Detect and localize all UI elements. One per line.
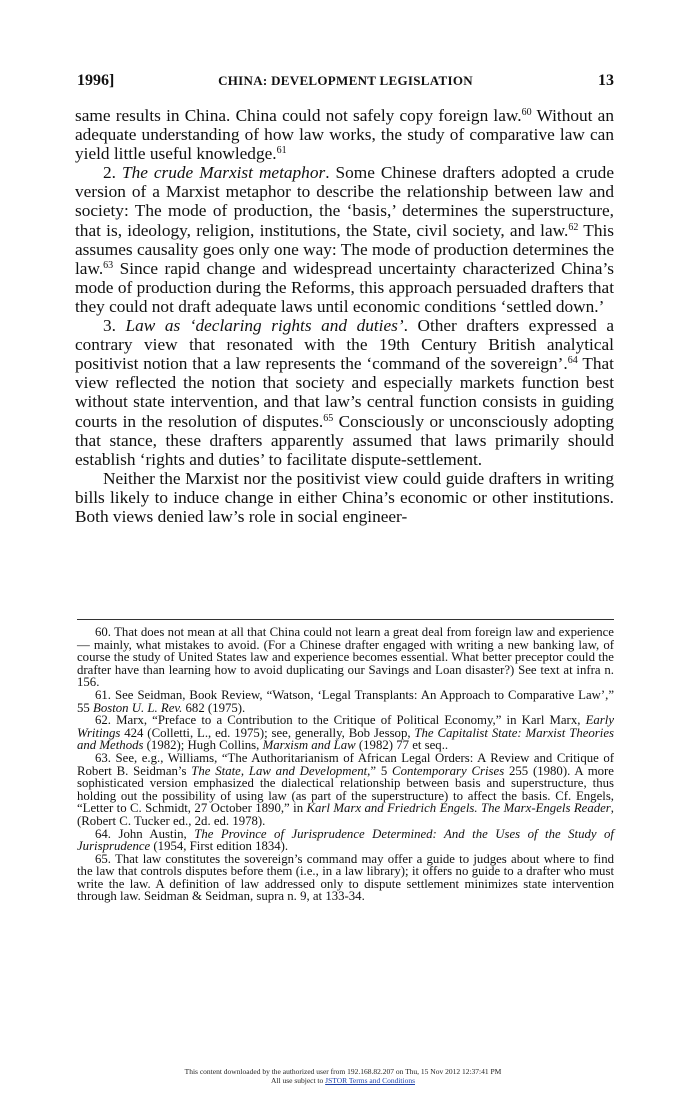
- text-run: 682 (1975).: [182, 700, 246, 715]
- footnote-separator: [77, 619, 614, 620]
- footnote-ref: 64: [567, 355, 578, 367]
- footnote-ref: 63: [103, 259, 114, 271]
- italic-text: Law as ‘declaring rights and duties’: [125, 316, 404, 336]
- italic-text: Marxism and Law: [262, 738, 356, 753]
- italic-text: Karl Marx and Friedrich Engels. The Marx-Engels Reader: [306, 801, 611, 816]
- text-run: (1982) 77 et seq..: [355, 738, 449, 753]
- running-header: [77, 72, 614, 92]
- footnote: [77, 689, 614, 714]
- body-paragraph: [75, 106, 614, 163]
- body-paragraph: [75, 316, 614, 469]
- italic-text: The Capitalist State: Marxist Theories and Methods: [77, 725, 614, 753]
- download-notice-line: This content downloaded by the authorized user from 192.168.82.207 on Thu, 15 Nov 2012 12:37:41 PM: [184, 1067, 502, 1076]
- italic-text: Contemporary Crises: [392, 763, 505, 778]
- italic-text: The Province of Jurisprudence Determined: And the Uses of the Study of Jurisprudence: [77, 826, 614, 854]
- header-year: 1996]: [77, 72, 115, 89]
- footnote: [77, 626, 614, 689]
- footnote-ref: 62: [568, 221, 579, 233]
- text-run: 65. That law constitutes the sovereign’s command may offer a guide to judges about where to find the law that controls disputes before them (i.e., in a law library); it offers no guide to a drafter who must write the law. A definition of law addressed only to dispute settlement minimizes state intervention through law. Seidman & Seidman, supra n. 9, at 133-34.: [77, 851, 614, 904]
- text-run: That view reflected the notion that society and especially markets function best without state intervention, and that law’s central function consists in guiding courts in the resolution of disputes.: [75, 354, 614, 431]
- text-run: Since rapid change and widespread uncertainty characterized China’s mode of production during the Reforms, this approach persuaded drafters that they could not draft adequate laws until economic conditions ‘settled down.’: [75, 258, 614, 316]
- footnotes: [77, 626, 614, 903]
- footnote-ref: 61: [276, 145, 287, 157]
- text-run: 3.: [103, 316, 126, 336]
- text-run: This assumes causality goes only one way: The mode of production determines the law.: [75, 220, 614, 278]
- text-run: . Some Chinese drafters adopted a crude version of a Marxist metaphor to describe the relationship between law and society: The mode of production, the ‘basis,’ determines the superstructure, that is, ideology, religion, institutions, the State, civil society, and law.: [75, 163, 614, 240]
- text-run: (1954, First edition 1834).: [150, 839, 289, 854]
- text-run: 60. That does not mean at all that China could not learn a great deal from foreign law and experience — mainly, what mistakes to avoid. (For a Chinese drafter engaged with writing a new banking law, of course the study of United States law and experience becomes essential. What better preceptor could the drafter have than learning how to avoid duplicating our Savings and Loan disaster?) See text at infra n. 156.: [77, 625, 614, 690]
- jstor-terms-link[interactable]: JSTOR Terms and Conditions: [325, 1076, 415, 1085]
- footnote: [77, 714, 614, 752]
- text-run: Without an adequate understanding of how law works, the study of comparative law can yield little useful knowledge.: [75, 106, 614, 164]
- italic-text: The crude Marxist metaphor: [121, 163, 326, 183]
- text-run: . Other drafters expressed a contrary view that resonated with the 19th Century British analytical positivist notion that a law represents the ‘command of the sovereign’.: [75, 316, 615, 374]
- body-text: [75, 106, 614, 526]
- italic-text: Early Writings: [77, 713, 614, 740]
- text-run: 64. John Austin,: [95, 826, 195, 841]
- terms-line: [0, 1076, 686, 1085]
- italic-text: Boston U. L. Rev.: [93, 700, 183, 715]
- text-run: same results in China. China could not safely copy foreign law.: [75, 106, 522, 125]
- footnote: [77, 828, 614, 853]
- text-run: 63. See, e.g., Williams, “The Authoritarianism of African Legal Orders: A Review and Critique of Robert B. Seidman’s: [77, 750, 614, 778]
- footnote: [77, 853, 614, 903]
- italic-text: The State, Law and Development: [191, 763, 368, 778]
- text-run: Neither the Marxist nor the positivist view could guide drafters in writing bills likely to induce change in either China’s economic or other institutions. Both views denied law’s role in social engineer-: [75, 468, 614, 526]
- terms-prefix: All use subject to: [270, 1076, 326, 1085]
- page-number: 13: [598, 72, 614, 89]
- header-title: CHINA: DEVELOPMENT LEGISLATION: [218, 73, 473, 88]
- download-notice: [0, 1067, 686, 1085]
- body-paragraph: [75, 163, 614, 316]
- text-run: Consciously or unconsciously adopting that stance, these drafters apparently assumed that laws primarily should establish ‘rights and duties’ to facilitate dispute-settlement.: [75, 411, 615, 469]
- text-run: 61. See Seidman, Book Review, “Watson, ‘Legal Transplants: An Approach to Comparative Law’,” 55: [77, 687, 614, 715]
- text-run: (1982); Hugh Collins,: [143, 738, 263, 753]
- text-run: ,” 5: [367, 763, 393, 778]
- text-run: 424 (Colletti, L., ed. 1975); see, generally, Bob Jessop,: [120, 725, 415, 740]
- body-paragraph: [75, 469, 614, 526]
- text-run: 2.: [103, 163, 122, 183]
- footnote: [77, 752, 614, 828]
- text-run: 62. Marx, “Preface to a Contribution to the Critique of Political Economy,” in Karl Marx,: [95, 713, 586, 728]
- text-run: 255 (1980). A more sophisticated version emphasized the dialectical relationship between basis and superstructure, thus holding out the possibility of using law (as part of the superstructure) to affect the basis. Cf. Engels, “Letter to C. Schmidt, 27 October 1890,” in: [77, 763, 614, 816]
- footnote-ref: 65: [323, 412, 334, 424]
- text-run: , (Robert C. Tucker ed., 2d. ed. 1978).: [77, 801, 614, 828]
- footnote-ref: 60: [521, 107, 532, 118]
